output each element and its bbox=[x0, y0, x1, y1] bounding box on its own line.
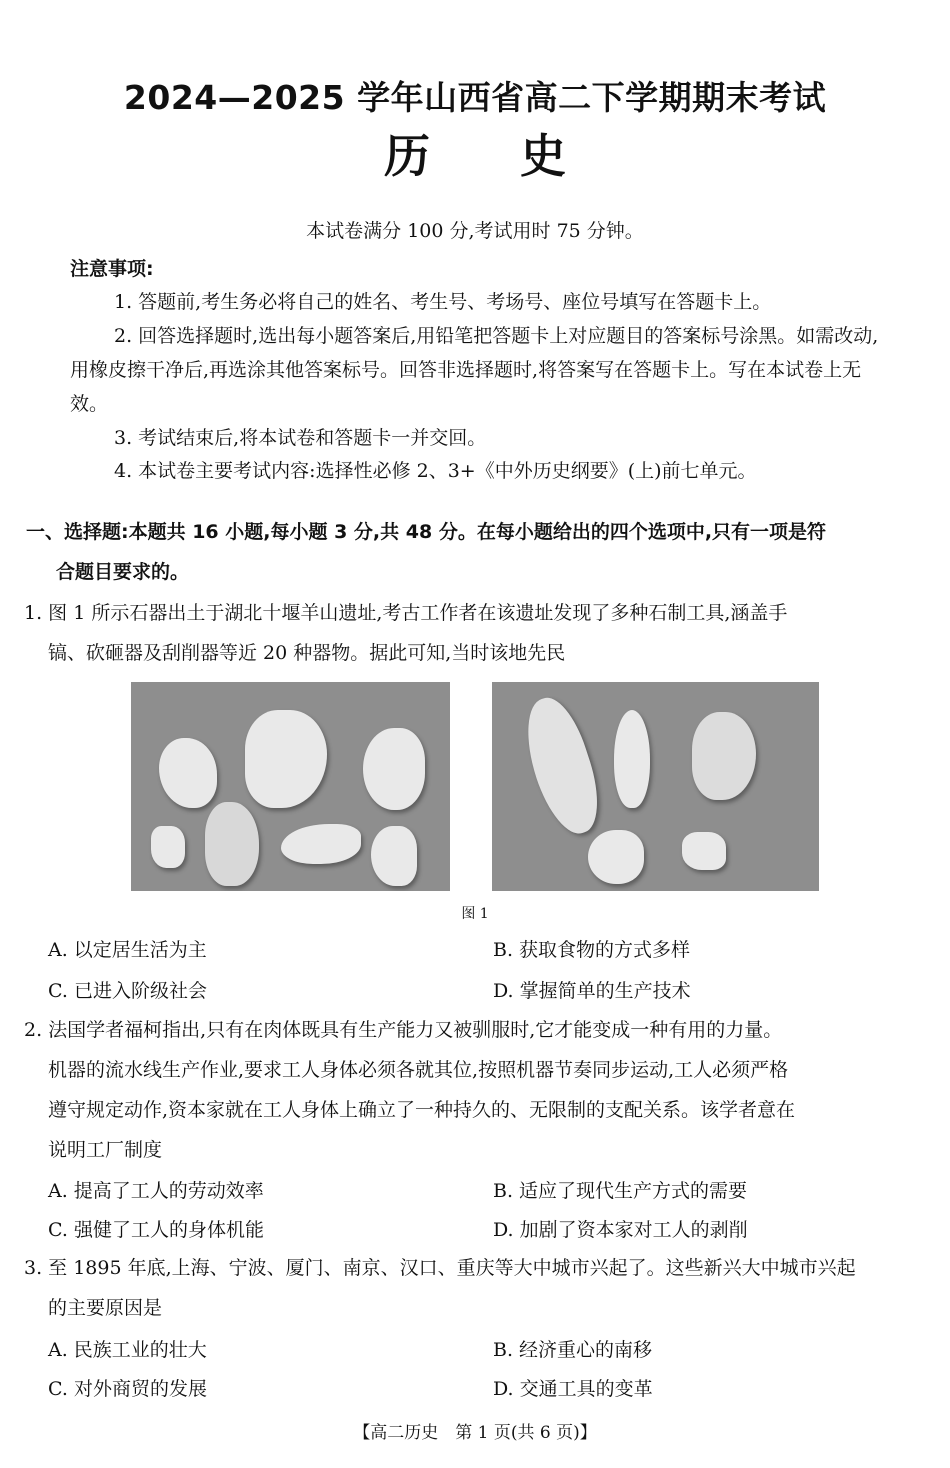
question-3-line1: 3. 至 1895 年底,上海、宁波、厦门、南京、汉口、重庆等大中城市兴起了。这些新兴大中城市兴起 bbox=[24, 1257, 856, 1279]
q1-option-d: D. 掌握简单的生产技术 bbox=[493, 980, 691, 1002]
question-3 bbox=[24, 1248, 932, 1328]
q1-option-a: A. 以定居生活为主 bbox=[48, 939, 207, 961]
question-2-line4: 说明工厂制度 bbox=[48, 1139, 163, 1161]
note-item-3: 3. 考试结束后,将本试卷和答题卡一并交回。 bbox=[114, 427, 487, 449]
note-item-1: 1. 答题前,考生务必将自己的姓名、考生号、考场号、座位号填写在答题卡上。 bbox=[114, 291, 772, 313]
q3-option-c: C. 对外商贸的发展 bbox=[48, 1378, 207, 1400]
question-1-line2: 镐、砍砸器及刮削器等近 20 种器物。据此可知,当时该地先民 bbox=[48, 642, 566, 664]
question-2 bbox=[24, 1010, 932, 1170]
question-2-line1: 2. 法国学者福柯指出,只有在肉体既具有生产能力又被驯服时,它才能变成一种有用的力量。 bbox=[24, 1019, 783, 1041]
note-item-2: 2. 回答选择题时,选出每小题答案后,用铅笔把答题卡上对应题目的答案标号涂黑。如需改动,用橡皮擦干净后,再选涂其他答案标号。回答非选择题时,将答案写在答题卡上。写在本试卷上无效。 bbox=[70, 325, 879, 415]
q2-option-c: C. 强健了工人的身体机能 bbox=[48, 1219, 264, 1241]
exam-intro: 本试卷满分 100 分,考试用时 75 分钟。 bbox=[306, 220, 644, 242]
section-heading-line1: 一、选择题:本题共 16 小题,每小题 3 分,共 48 分。在每小题给出的四个选项中,只有一项是符 bbox=[26, 521, 827, 543]
q1-option-c: C. 已进入阶级社会 bbox=[48, 980, 207, 1002]
question-2-line3: 遵守规定动作,资本家就在工人身体上确立了一种持久的、无限制的支配关系。该学者意在 bbox=[48, 1099, 796, 1121]
stone-tools-photo-right bbox=[492, 682, 819, 891]
section-heading bbox=[26, 512, 931, 592]
subject-title: 历史 bbox=[384, 129, 656, 183]
notes-heading: 注意事项: bbox=[70, 258, 154, 280]
question-2-line2: 机器的流水线生产作业,要求工人身体必须各就其位,按照机器节奏同步运动,工人必须严格 bbox=[48, 1059, 789, 1081]
stone-tools-photo-left bbox=[131, 682, 450, 891]
q3-option-a: A. 民族工业的壮大 bbox=[48, 1339, 207, 1361]
question-1 bbox=[24, 593, 932, 673]
exam-title: 2024—2025 学年山西省高二下学期期末考试 bbox=[123, 78, 827, 117]
q2-option-b: B. 适应了现代生产方式的需要 bbox=[493, 1180, 748, 1202]
q2-option-d: D. 加剧了资本家对工人的剥削 bbox=[493, 1219, 748, 1241]
note-item-4: 4. 本试卷主要考试内容:选择性必修 2、3+《中外历史纲要》(上)前七单元。 bbox=[114, 460, 757, 482]
q3-option-b: B. 经济重心的南移 bbox=[493, 1339, 653, 1361]
figure-caption: 图 1 bbox=[461, 906, 489, 922]
question-1-line1: 1. 图 1 所示石器出土于湖北十堰羊山遗址,考古工作者在该遗址发现了多种石制工具,涵盖手 bbox=[24, 602, 788, 624]
page-footer: 【高二历史 第 1 页(共 6 页)】 bbox=[353, 1423, 597, 1443]
q2-option-a: A. 提高了工人的劳动效率 bbox=[48, 1180, 264, 1202]
question-3-line2: 的主要原因是 bbox=[48, 1297, 163, 1319]
q1-option-b: B. 获取食物的方式多样 bbox=[493, 939, 691, 961]
section-heading-line2: 合题目要求的。 bbox=[56, 561, 190, 583]
q3-option-d: D. 交通工具的变革 bbox=[493, 1378, 653, 1400]
